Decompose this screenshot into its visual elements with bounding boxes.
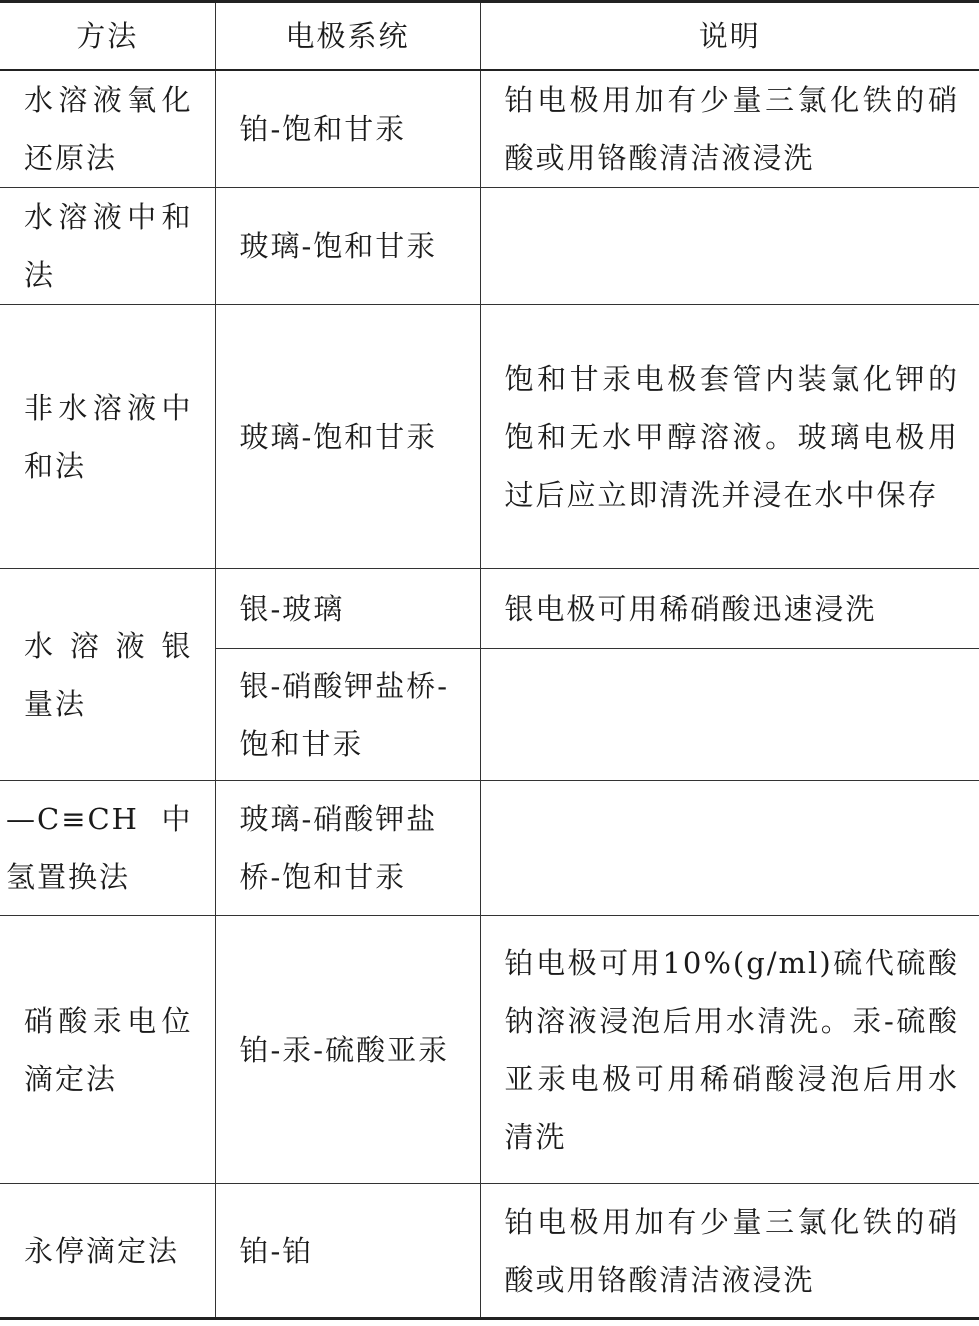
electrode-cell: 银-硝酸钾盐桥-饱和甘汞	[215, 649, 480, 781]
table-header-row	[0, 2, 979, 71]
note-cell: 铂电极用加有少量三氯化铁的硝酸或用铬酸清洁液浸洗	[480, 1184, 979, 1319]
note-cell: 铂电极用加有少量三氯化铁的硝酸或用铬酸清洁液浸洗	[480, 70, 979, 188]
method-cell: 水 溶 液 银量法	[0, 569, 215, 781]
electrode-cell: 铂-饱和甘汞	[215, 70, 480, 188]
table-row	[0, 916, 979, 1184]
table-row	[0, 70, 979, 188]
table-row	[0, 781, 979, 916]
note-cell	[480, 649, 979, 781]
method-cell: —C≡CH中氢置换法	[0, 781, 215, 916]
electrode-cell: 玻璃-硝酸钾盐桥-饱和甘汞	[215, 781, 480, 916]
note-cell: 铂电极可用10%(g/ml)硫代硫酸钠溶液浸泡后用水清洗。汞-硫酸亚汞电极可用稀硝酸浸泡后用水清洗	[480, 916, 979, 1184]
note-cell	[480, 188, 979, 305]
table-row	[0, 569, 979, 649]
method-cell: 永停滴定法	[0, 1184, 215, 1319]
electrode-cell: 玻璃-饱和甘汞	[215, 188, 480, 305]
table-row	[0, 188, 979, 305]
note-cell: 银电极可用稀硝酸迅速浸洗	[480, 569, 979, 649]
method-cell: 硝酸汞电位滴定法	[0, 916, 215, 1184]
method-cell: 水溶液氧化还原法	[0, 70, 215, 188]
note-cell: 饱和甘汞电极套管内装氯化钾的饱和无水甲醇溶液。玻璃电极用过后应立即清洗并浸在水中保存	[480, 305, 979, 569]
electrode-cell: 玻璃-饱和甘汞	[215, 305, 480, 569]
method-cell: 非水溶液中和法	[0, 305, 215, 569]
note-cell	[480, 781, 979, 916]
header-note: 说明	[480, 2, 979, 71]
table-row	[0, 1184, 979, 1319]
table-row	[0, 305, 979, 569]
header-electrode: 电极系统	[215, 2, 480, 71]
electrode-cell: 银-玻璃	[215, 569, 480, 649]
method-cell: 水溶液中和法	[0, 188, 215, 305]
electrode-cell: 铂-汞-硫酸亚汞	[215, 916, 480, 1184]
electrode-cell: 铂-铂	[215, 1184, 480, 1319]
header-method: 方法	[0, 2, 215, 71]
